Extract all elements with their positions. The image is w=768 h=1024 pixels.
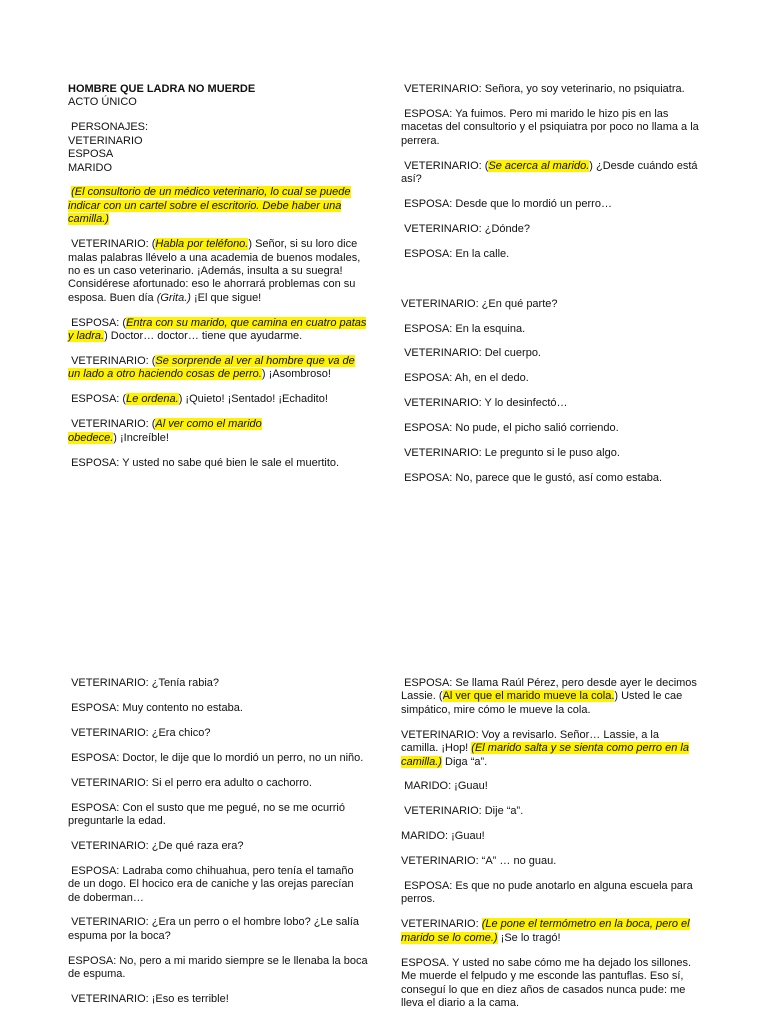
dialogue-line: VETERINARIO: (Se sorprende al ver al hombre que va de un lado a otro haciendo cosas de perro.) ¡Asombroso! bbox=[68, 355, 355, 381]
dialogue-line: ESPOSA: Ah, en el dedo. bbox=[404, 372, 529, 385]
dialogue-line: ESPOSA: Ya fuimos. Pero mi marido le hizo pis en las macetas del consultorio y el psiquiatra por poco no llama a la perrera. bbox=[401, 107, 699, 147]
dialogue-line: VETERINARIO: Voy a revisarlo. Señor… Lassie, a la camilla. ¡Hop! (El marido salta y se sienta como perro en la camilla.) Diga “a”. bbox=[401, 728, 689, 768]
dialogue-line: ESPOSA. Y usted no sabe cómo me ha dejado los sillones. Me muerde el felpudo y me esconde las pantuflas. Eso sí, conseguí lo que en diez años de casados nunca pude: me lleva el diario a la cama. bbox=[401, 956, 692, 1009]
dialogue-line: VETERINARIO: ¿De qué raza era? bbox=[71, 839, 244, 852]
dialogue-line: ESPOSA: Y usted no sabe qué bien le sale el muertito. bbox=[71, 456, 340, 469]
dialogue-line: VETERINARIO: (Le pone el termómetro en la boca, pero el marido se lo come.) ¡Se lo tragó! bbox=[401, 918, 690, 944]
page2-left-column bbox=[68, 677, 368, 1018]
dialogue-line: ESPOSA: Ladraba como chihuahua, pero tenía el tamaño de un dogo. El hocico era de caniche y las orejas parecían de doberman… bbox=[68, 864, 354, 904]
stage-direction-highlight: (El marido salta y se sienta como perro en la camilla.) bbox=[401, 742, 689, 768]
dialogue-line: VETERINARIO: Si el perro era adulto o cachorro. bbox=[71, 776, 312, 789]
dialogue-line: VETERINARIO: Le pregunto si le puso algo. bbox=[404, 447, 620, 460]
character-marido: MARIDO bbox=[68, 161, 112, 174]
dialogue-line: ESPOSA: No pude, el picho salió corriendo. bbox=[404, 422, 619, 435]
dialogue-line: ESPOSA: Con el susto que me pegué, no se me ocurrió preguntarle la edad. bbox=[68, 801, 345, 827]
dialogue-line: ESPOSA: (Le ordena.) ¡Quieto! ¡Sentado! ¡Echadito! bbox=[71, 393, 328, 406]
dialogue-line: MARIDO: ¡Guau! bbox=[404, 780, 488, 793]
dialogue-line: VETERINARIO: Y lo desinfectó… bbox=[404, 397, 568, 410]
dialogue-line: VETERINARIO: ¿Tenía rabia? bbox=[71, 677, 220, 689]
stage-direction-highlight: Entra con su marido, que camina en cuatro patas y ladra. bbox=[68, 316, 367, 343]
page1-right-column bbox=[401, 83, 699, 497]
stage-direction-highlight: Le ordena. bbox=[126, 393, 179, 406]
dialogue-line: VETERINARIO: (Al ver como el marido obedece.) ¡Increíble! bbox=[68, 418, 262, 444]
stage-direction-highlight: (El consultorio de un médico veterinario, lo cual se puede indicar con un cartel sobre el escritorio. Debe haber una camilla.) bbox=[68, 186, 351, 226]
dialogue-line: ESPOSA: En la esquina. bbox=[404, 322, 526, 335]
page1-left-column bbox=[68, 83, 368, 481]
dialogue-line: VETERINARIO: (Habla por teléfono.) Señor, si su loro dice malas palabras llévelo a una academia de buenos modales, no es un caso veterinario. ¡Además, insulta a su suegra! Considérese afortunado: eso le ahorrará problemas con su esposa. Buen día (Grita.) ¡El que sigue! bbox=[68, 238, 361, 304]
dialogue-line: VETERINARIO: ¿Dónde? bbox=[404, 222, 530, 235]
characters-label: PERSONAJES: bbox=[68, 121, 149, 134]
dialogue-line: MARIDO: ¡Guau! bbox=[401, 830, 485, 843]
act-label: ACTO ÚNICO bbox=[68, 96, 137, 109]
dialogue-line: ESPOSA: Doctor, le dije que lo mordió un perro, no un niño. bbox=[71, 751, 364, 764]
stage-direction-highlight: Se acerca al marido. bbox=[488, 159, 590, 172]
dialogue-line: VETERINARIO: ¿Era un perro o el hombre lobo? ¿Le salía espuma por la boca? bbox=[68, 916, 360, 942]
dialogue-line: VETERINARIO: ¿En qué parte? bbox=[401, 297, 558, 310]
play-title: HOMBRE QUE LADRA NO MUERDE bbox=[68, 83, 256, 95]
dialogue-line: VETERINARIO: Del cuerpo. bbox=[404, 347, 541, 360]
dialogue-line: ESPOSA: En la calle. bbox=[404, 247, 510, 260]
dialogue-line: ESPOSA: (Entra con su marido, que camina en cuatro patas y ladra.) Doctor… doctor… tiene que ayudarme. bbox=[68, 316, 367, 343]
page2-right-column bbox=[401, 677, 699, 1022]
dialogue-line: VETERINARIO: (Se acerca al marido.) ¿Desde cuándo está así? bbox=[401, 159, 698, 186]
dialogue-line: ESPOSA: No, pero a mi marido siempre se le llenaba la boca de espuma. bbox=[68, 954, 368, 981]
stage-direction-highlight: Habla por teléfono. bbox=[155, 238, 249, 251]
dialogue-line: VETERINARIO: ¿Era chico? bbox=[71, 726, 211, 739]
stage-direction-highlight: (Le pone el termómetro en la boca, pero el marido se lo come.) bbox=[401, 918, 690, 944]
dialogue-line: VETERINARIO: Señora, yo soy veterinario, no psiquiatra. bbox=[404, 83, 685, 95]
stage-direction-setting bbox=[68, 186, 368, 226]
character-veterinario: VETERINARIO bbox=[68, 134, 143, 147]
stage-direction-highlight: Al ver que el marido mueve la cola. bbox=[442, 690, 615, 703]
dialogue-line: ESPOSA: Se llama Raúl Pérez, pero desde ayer le decimos Lassie. (Al ver que el marido mueve la cola.) Usted le cae simpático, mire cómo le mueve la cola. bbox=[401, 677, 697, 716]
stage-direction-highlight: Se sorprende al ver al hombre que va de un lado a otro haciendo cosas de perro. bbox=[68, 355, 355, 381]
dialogue-line: ESPOSA: Muy contento no estaba. bbox=[71, 701, 243, 714]
dialogue-line: ESPOSA: No, parece que le gustó, así como estaba. bbox=[404, 472, 663, 484]
dialogue-line: VETERINARIO: ¡Eso es terrible! bbox=[71, 993, 229, 1006]
dialogue-line: ESPOSA: Desde que lo mordió un perro… bbox=[404, 197, 612, 210]
character-esposa: ESPOSA bbox=[68, 148, 114, 161]
dialogue-line: VETERINARIO: “A” … no guau. bbox=[401, 855, 557, 868]
stage-direction-highlight: Al ver como el marido obedece. bbox=[68, 418, 262, 444]
dialogue-line: ESPOSA: Es que no pude anotarlo en alguna escuela para perros. bbox=[401, 880, 693, 906]
dialogue-line: VETERINARIO: Dije “a”. bbox=[404, 805, 524, 818]
